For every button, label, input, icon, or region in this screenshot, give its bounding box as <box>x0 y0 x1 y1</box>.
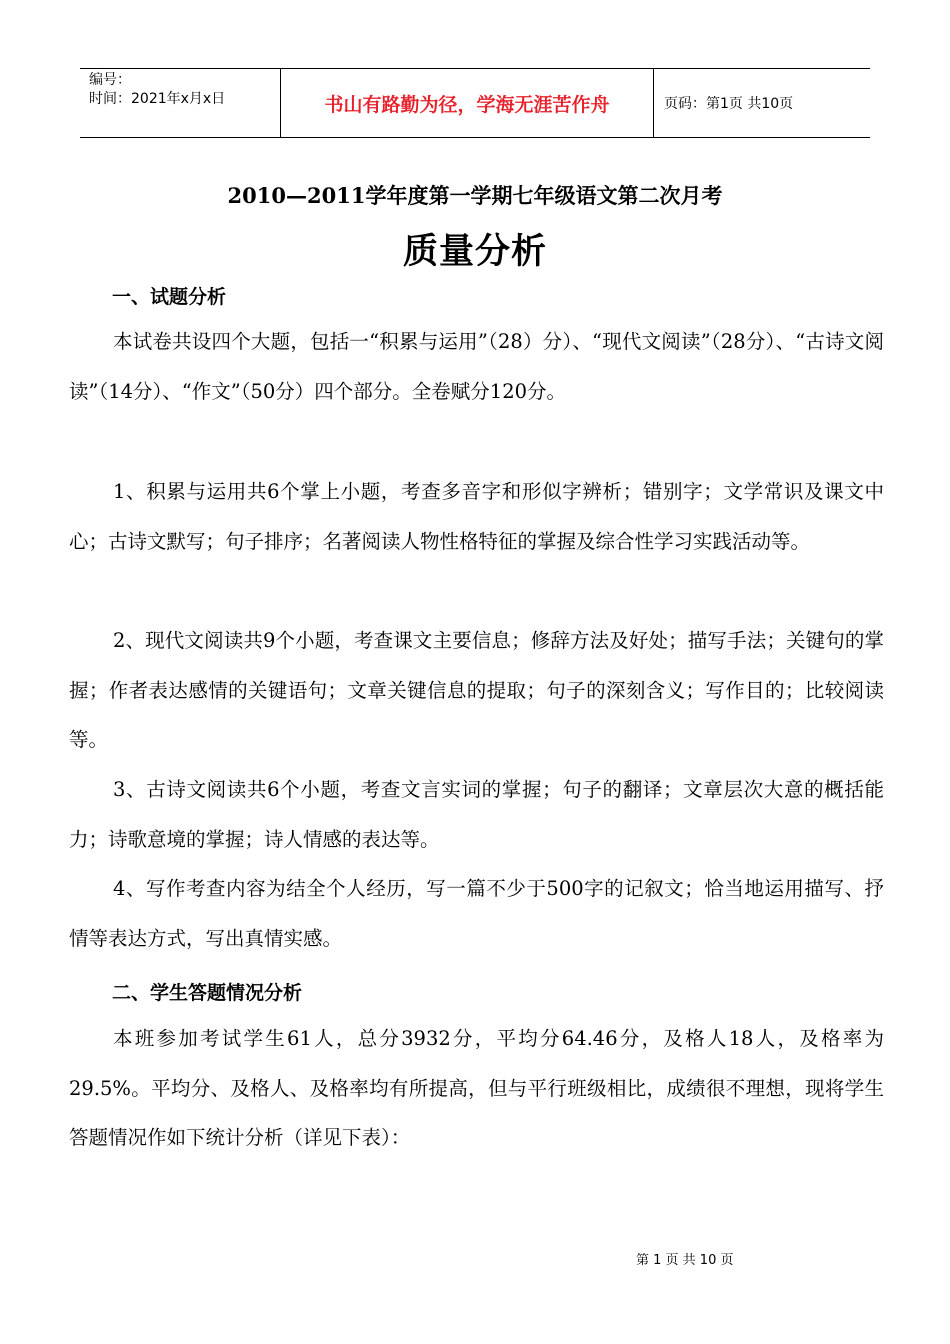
number-label: 编号： <box>89 72 131 88</box>
header-meta-cell <box>80 69 281 137</box>
section1-paragraph: 2、现代文阅读共9个小题，考查课文主要信息；修辞方法及好处；描写手法；关键句的掌握；作者表达感情的关键语句；文章关键信息的提取；句子的深刻含义；写作目的；比较阅读等。 <box>69 629 884 751</box>
page-footer: 第 1 页 共 10 页 <box>636 1253 734 1268</box>
time-label: 时间：2021年x月x日 <box>89 91 226 107</box>
motto-text: 书山有路勤为径，学海无涯苦作舟 <box>324 93 610 116</box>
section1-heading: 一、试题分析 <box>112 286 227 308</box>
section1-paragraph: 4、写作考查内容为结全个人经历，写一篇不少于500字的记叙文；恰当地运用描写、抒情等表达方式，写出真情实感。 <box>69 877 884 950</box>
header-page-cell <box>654 69 870 137</box>
section1-paragraph: 本试卷共设四个大题，包括一“积累与运用”（28）分）、“现代文阅读”（28分）、“古诗文阅读”（14分）、“作文”（50分）四个部分。全卷赋分120分。 <box>69 330 884 403</box>
doc-title-line2: 质量分析 <box>402 231 547 272</box>
page-info: 页码：第1页 共10页 <box>664 96 794 112</box>
section1-paragraph: 1、积累与运用共6个掌上小题，考查多音字和形似字辨析；错别字；文学常识及课文中心；古诗文默写；句子排序；名著阅读人物性格特征的掌握及综合性学习实践活动等。 <box>69 480 884 553</box>
doc-title-line1: 2010—2011学年度第一学期七年级语文第二次月考 <box>227 183 723 208</box>
header-table <box>80 68 870 138</box>
section1-paragraph: 3、古诗文阅读共6个小题，考查文言实词的掌握；句子的翻译；文章层次大意的概括能力；诗歌意境的掌握；诗人情感的表达等。 <box>69 778 884 851</box>
header-motto-cell <box>281 69 654 137</box>
section2-heading: 二、学生答题情况分析 <box>112 982 303 1004</box>
section2-paragraph: 本班参加考试学生61人，总分3932分，平均分64.46分，及格人18人，及格率为29.5%。平均分、及格人、及格率均有所提高，但与平行班级相比，成绩很不理想，现将学生答题情况作如下统计分析（详见下表）： <box>69 1027 884 1149</box>
